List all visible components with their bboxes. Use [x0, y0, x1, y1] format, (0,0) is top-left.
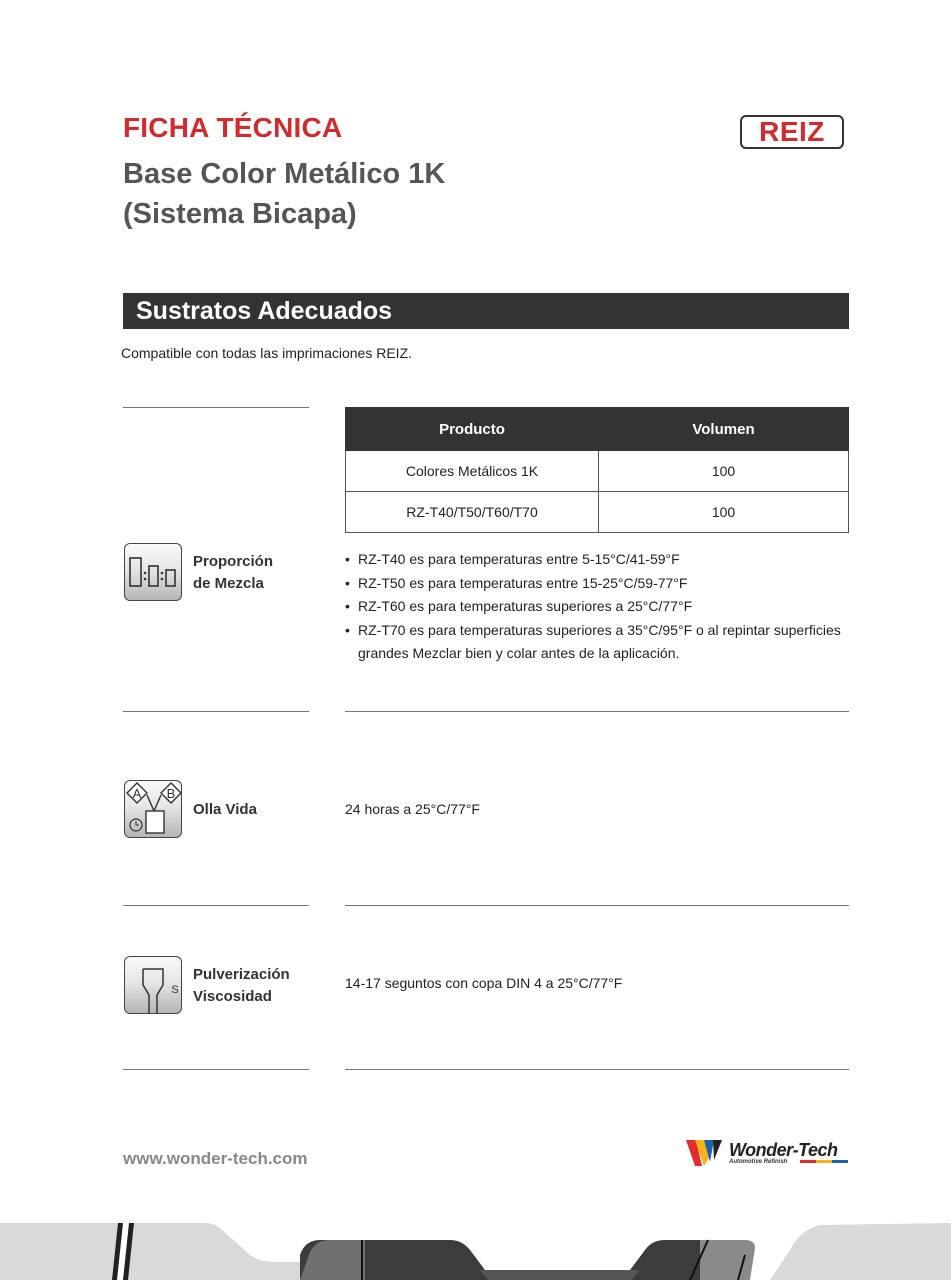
- list-item: • RZ-T40 es para temperaturas entre 5-15°C/41-59°F: [345, 548, 851, 572]
- table-cell: 100: [599, 492, 849, 533]
- reiz-logo: REIZ: [740, 115, 844, 149]
- label-line: Proporción: [193, 553, 274, 570]
- divider: [123, 407, 309, 408]
- divider: [123, 1069, 309, 1070]
- divider: [123, 711, 309, 712]
- list-item: • RZ-T60 es para temperaturas superiores a 25°C/77°F: [345, 595, 851, 619]
- viscosity-value: 14-17 seguntos con copa DIN 4 a 25°C/77°F: [345, 975, 623, 991]
- table-row: [346, 492, 849, 533]
- logo-color-stripes: [800, 1160, 848, 1164]
- mix-notes-list: [345, 548, 851, 666]
- table-row: [346, 451, 849, 492]
- label-line: de Mezcla: [193, 575, 264, 592]
- table-cell: RZ-T40/T50/T60/T70: [346, 492, 599, 533]
- section-heading-substrates: Sustratos Adecuados: [123, 293, 849, 329]
- table-cell: Colores Metálicos 1K: [346, 451, 599, 492]
- mix-ratio-icon: [124, 543, 182, 601]
- divider: [345, 905, 849, 906]
- pot-life-label: Olla Vida: [193, 801, 257, 818]
- table-cell: 100: [599, 451, 849, 492]
- wonder-tech-logo-tagline: Automotive Refinish: [729, 1159, 788, 1165]
- ab-mix-icon: [125, 781, 181, 837]
- table-header-row: [346, 408, 849, 451]
- wonder-tech-logo-mark: [686, 1138, 726, 1168]
- title-line-2: (Sistema Bicapa): [123, 198, 357, 230]
- substrates-text: Compatible con todas las imprimaciones REIZ.: [121, 345, 413, 361]
- list-item: • RZ-T70 es para temperaturas superiores a 35°C/95°F o al repintar superficies grandes Mezclar bien y colar antes de la aplicación.: [345, 619, 851, 666]
- viscosity-label: [193, 964, 290, 1008]
- letter-b: B: [166, 786, 176, 801]
- label-line: Pulverización: [193, 966, 290, 983]
- din-cup-icon: [125, 957, 181, 1013]
- pot-life-value: 24 horas a 25°C/77°F: [345, 801, 480, 817]
- letter-a: A: [132, 786, 142, 801]
- mix-ratio-table: [345, 407, 849, 533]
- label-line: Viscosidad: [193, 988, 272, 1005]
- document-kicker: FICHA TÉCNICA: [123, 112, 343, 143]
- document-title: [123, 154, 445, 234]
- title-line-1: Base Color Metálico 1K: [123, 158, 446, 190]
- column-header-volume: Volumen: [599, 408, 849, 451]
- pot-life-icon: [124, 780, 182, 838]
- divider: [345, 711, 849, 712]
- mix-ratio-label: [193, 551, 273, 595]
- divider: [345, 1069, 849, 1070]
- website-link[interactable]: www.wonder-tech.com: [123, 1149, 308, 1168]
- wonder-tech-logo-name: Wonder-Tech: [729, 1140, 838, 1160]
- list-item: • RZ-T50 es para temperaturas entre 15-25°C/59-77°F: [345, 572, 851, 596]
- footer-decoration: [0, 1220, 951, 1280]
- letter-s: S: [171, 984, 179, 996]
- viscosity-icon: [124, 956, 182, 1014]
- column-header-product: Producto: [346, 408, 599, 451]
- containers-icon: [125, 544, 181, 600]
- divider: [123, 905, 309, 906]
